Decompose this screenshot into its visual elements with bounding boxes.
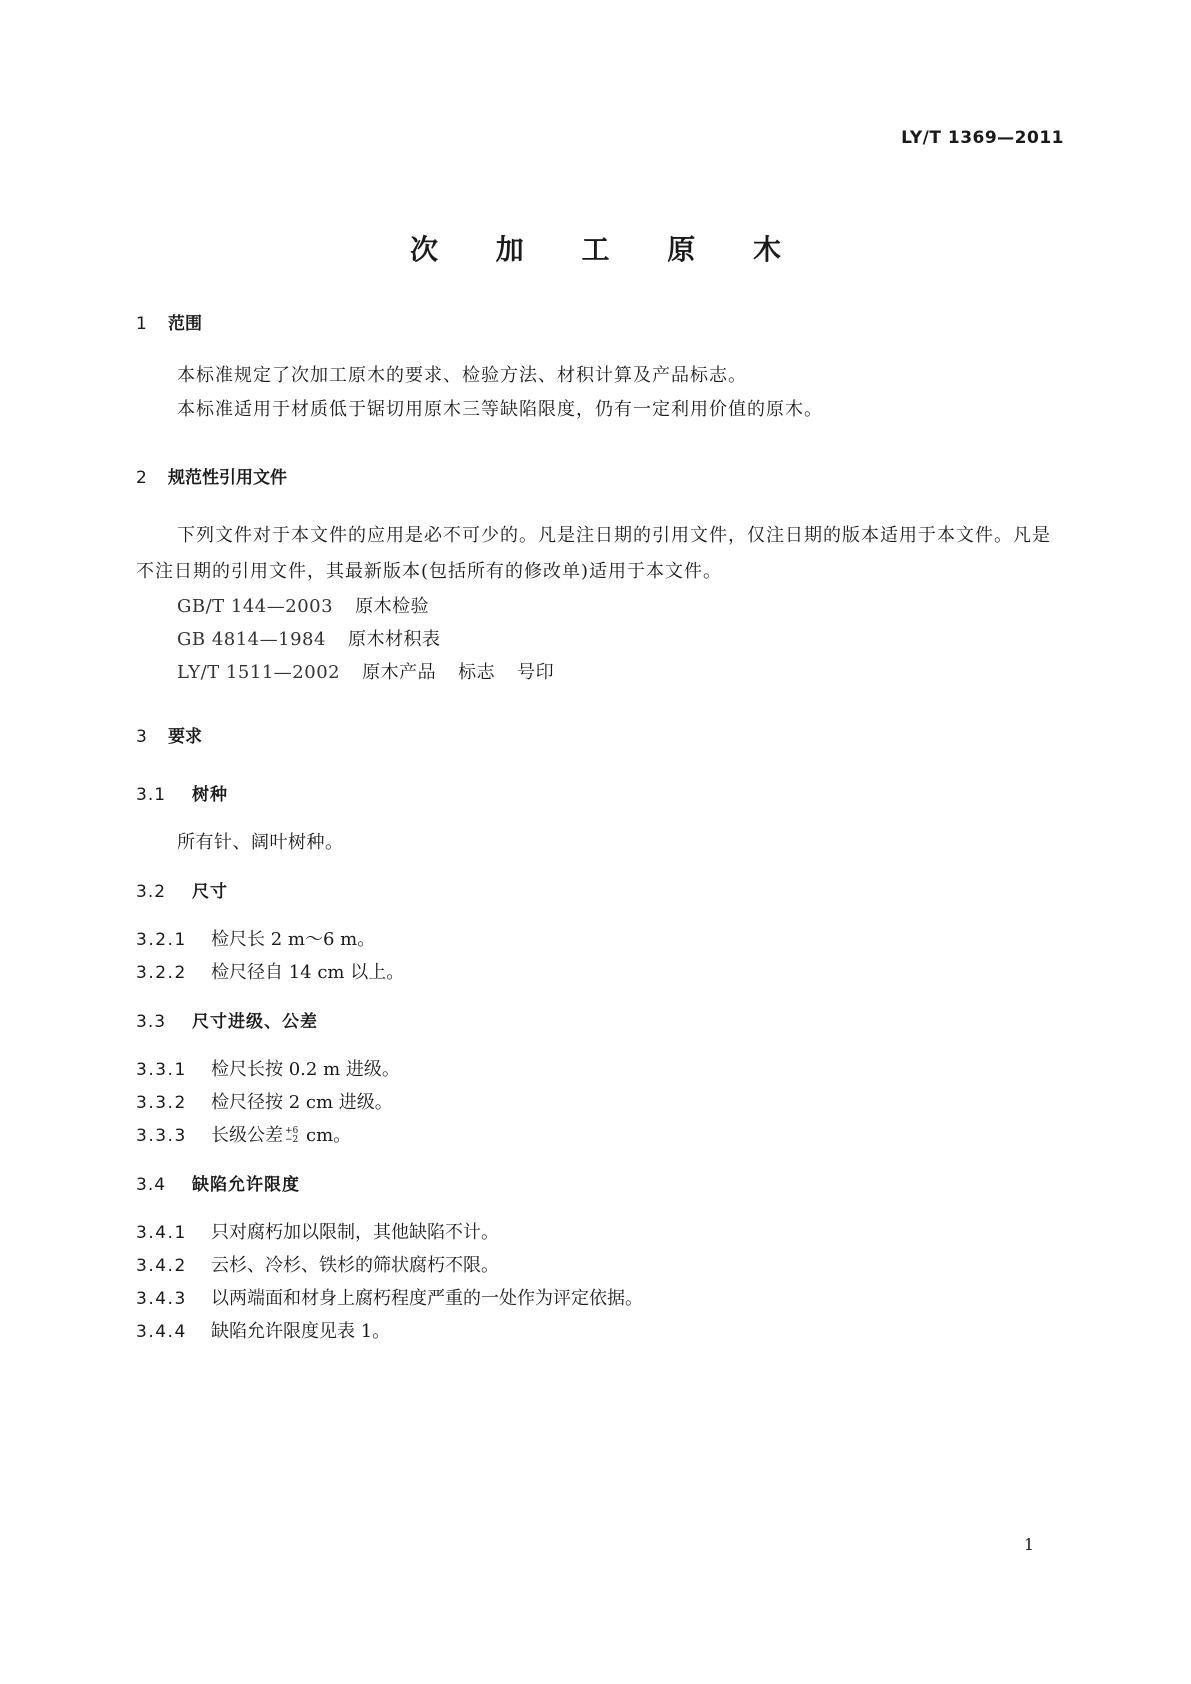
- clause-text: 检尺径自 14 cm 以上。: [211, 962, 405, 983]
- section-number: 3: [136, 727, 147, 747]
- clause-3-4-2: [136, 1251, 499, 1277]
- page-number: 1: [1023, 1535, 1034, 1554]
- section-3-heading: [136, 722, 202, 747]
- section-number: 1: [136, 314, 147, 334]
- section-title: 规范性引用文件: [168, 468, 287, 488]
- clause-number: 3.4.4: [136, 1322, 187, 1342]
- section-number: 2: [136, 468, 147, 488]
- reference-item: [177, 625, 440, 651]
- section-2-para-1: 下列文件对于本文件的应用是必不可少的。凡是注日期的引用文件，仅注日期的版本适用于本文件。凡是不注日期的引用文件，其最新版本(包括所有的修改单)适用于本文件。: [136, 525, 1051, 582]
- reference-name: 标志: [458, 662, 496, 683]
- reference-name: 原木检验: [355, 596, 430, 617]
- clause-3-3-3: [136, 1121, 351, 1147]
- standard-code: LY/T 1369—2011: [901, 128, 1064, 148]
- subsection-3-1-heading: [136, 780, 228, 805]
- clause-text: 缺陷允许限度见表 1。: [211, 1321, 391, 1342]
- subsection-number: 3.3: [136, 1012, 167, 1032]
- subsection-title: 尺寸进级、公差: [192, 1012, 318, 1032]
- clause-text: 检尺径按 2 cm 进级。: [211, 1092, 393, 1113]
- section-1-heading: [136, 309, 202, 334]
- clause-text: 检尺长 2 m～6 m。: [211, 929, 376, 950]
- subsection-3-3-heading: [136, 1007, 318, 1032]
- section-1-para-1: 本标准规定了次加工原木的要求、检验方法、材积计算及产品标志。: [177, 365, 747, 386]
- clause-3-2-2: [136, 958, 404, 984]
- subsection-title: 树种: [192, 785, 228, 805]
- clause-3-4-3: [136, 1284, 643, 1310]
- reference-name: 号印: [517, 662, 555, 683]
- clause-text: 长级公差: [211, 1125, 283, 1146]
- clause-3-3-2: [136, 1088, 393, 1114]
- clause-3-4-1: [136, 1218, 499, 1244]
- reference-code: GB 4814—1984: [177, 629, 326, 650]
- clause-3-2-1: [136, 925, 375, 951]
- reference-item: [177, 658, 554, 684]
- clause-number: 3.3.3: [136, 1126, 187, 1146]
- clause-text: 以两端面和材身上腐朽程度严重的一处作为评定依据。: [211, 1288, 643, 1309]
- clause-number: 3.4.3: [136, 1289, 187, 1309]
- clause-number: 3.3.1: [136, 1060, 187, 1080]
- section-2-heading: [136, 463, 287, 488]
- tolerance: [285, 1127, 298, 1145]
- section-title: 范围: [168, 314, 202, 334]
- tolerance-upper: +6: [285, 1126, 299, 1136]
- subsection-3-2-heading: [136, 877, 228, 902]
- subsection-title: 尺寸: [192, 882, 228, 902]
- clause-number: 3.2.1: [136, 930, 187, 950]
- clause-number: 3.4.1: [136, 1223, 187, 1243]
- clause-number: 3.2.2: [136, 963, 187, 983]
- reference-code: LY/T 1511—2002: [177, 662, 341, 683]
- clause-text: 云杉、冷杉、铁杉的筛状腐朽不限。: [211, 1255, 499, 1276]
- document-title: 次 加 工 原 木: [410, 233, 805, 266]
- clause-text: 检尺长按 0.2 m 进级。: [211, 1059, 400, 1080]
- subsection-3-1-text: 所有针、阔叶树种。: [177, 832, 344, 853]
- subsection-number: 3.2: [136, 882, 167, 902]
- subsection-number: 3.4: [136, 1175, 167, 1195]
- subsection-number: 3.1: [136, 785, 167, 805]
- section-1-para-2: 本标准适用于材质低于锯切用原木三等缺陷限度，仍有一定利用价值的原木。: [177, 399, 823, 420]
- subsection-title: 缺陷允许限度: [192, 1175, 300, 1195]
- clause-text: 只对腐朽加以限制，其他缺陷不计。: [211, 1222, 499, 1243]
- clause-text-unit: cm。: [300, 1125, 352, 1146]
- reference-name: 原木材积表: [347, 629, 441, 650]
- tolerance-lower: −2: [285, 1135, 299, 1145]
- reference-item: [177, 592, 429, 618]
- clause-3-3-1: [136, 1055, 400, 1081]
- clause-number: 3.4.2: [136, 1256, 187, 1276]
- clause-3-4-4: [136, 1317, 390, 1343]
- reference-code: GB/T 144—2003: [177, 596, 334, 617]
- clause-number: 3.3.2: [136, 1093, 187, 1113]
- reference-name: 原木产品: [362, 662, 437, 683]
- subsection-3-4-heading: [136, 1170, 300, 1195]
- section-title: 要求: [168, 727, 202, 747]
